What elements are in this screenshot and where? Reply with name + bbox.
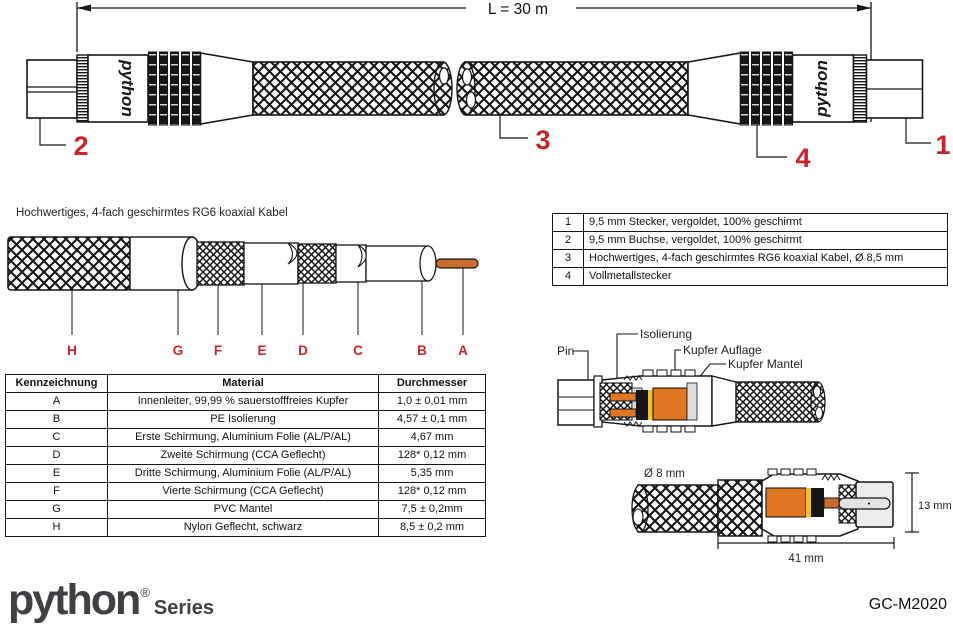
part-number: 4 <box>553 268 584 286</box>
cable-cutaway-diagram <box>0 195 500 365</box>
insulator-block <box>811 488 824 517</box>
layer-label-h: H <box>67 343 77 358</box>
braid-hatch-bottom <box>839 509 856 523</box>
copper-contact-top <box>610 393 636 401</box>
table-row <box>6 483 486 501</box>
connector-body <box>88 55 148 122</box>
spec-material: PE Isolierung <box>108 411 379 429</box>
part-number: 1 <box>553 214 584 232</box>
callout-1: 1 <box>935 130 951 160</box>
part-description: Vollmetallstecker <box>584 268 948 286</box>
layer-label-e: E <box>257 343 267 358</box>
knurled-ring <box>854 55 867 122</box>
column-header: Durchmesser <box>379 375 486 393</box>
column-header: Kennzeichnung <box>6 375 108 393</box>
spec-material: Innenleiter, 99,99 % sauerstofffreies Kupfer <box>108 393 379 411</box>
table-row <box>6 501 486 519</box>
spec-code: E <box>6 465 108 483</box>
braid-hatch-top <box>839 485 856 499</box>
table-row <box>6 429 486 447</box>
table-row <box>553 250 948 268</box>
callout-3: 3 <box>535 125 551 155</box>
braided-cable <box>253 62 688 115</box>
registered-mark: ® <box>140 585 150 600</box>
gold-ring <box>806 488 811 517</box>
layer-label-f: F <box>213 343 223 358</box>
table-row <box>6 447 486 465</box>
spec-code: F <box>6 483 108 501</box>
spec-diameter: 4,67 mm <box>379 429 486 447</box>
callout-2-leader <box>40 118 66 145</box>
connector-drawing <box>558 370 825 432</box>
part-description: 9,5 mm Buchse, vergoldet, 100% geschirmt <box>584 232 948 250</box>
break-oval <box>814 386 821 398</box>
spec-diameter: 5,35 mm <box>379 465 486 483</box>
length-dimension <box>718 537 894 549</box>
layer-e-foil <box>244 243 298 284</box>
model-number: GC-M2020 <box>868 596 947 613</box>
cable-braid-tail <box>725 382 818 422</box>
table-row <box>553 232 948 250</box>
height-dimension <box>905 473 919 532</box>
spec-code: D <box>6 447 108 465</box>
copper-layer-label: Kupfer Auflage <box>683 343 762 357</box>
part-description: 9,5 mm Stecker, vergoldet, 100% geschirmt <box>584 214 948 232</box>
table-row <box>6 393 486 411</box>
brand-text-right: python <box>812 60 831 117</box>
cutaway-layers <box>8 237 478 290</box>
strain-relief-cone <box>688 53 741 124</box>
spec-material: Nylon Geflecht, schwarz <box>108 519 379 537</box>
spacer <box>687 383 697 420</box>
spec-diameter: 8,5 ± 0,2 mm <box>379 519 486 537</box>
pin-label: Pin <box>557 344 575 358</box>
series-label: Series <box>153 597 214 619</box>
spec-diameter: 128* 0,12 mm <box>379 483 486 501</box>
insulation-label: Isolierung <box>640 327 693 341</box>
table-row <box>553 214 948 232</box>
cutaway-title: Hochwertiges, 4-fach geschirmtes RG6 koaxial Kabel <box>16 207 288 219</box>
table-row <box>6 465 486 483</box>
spec-diameter: 7,5 ± 0,2mm <box>379 501 486 519</box>
left-connector-socket <box>27 52 253 125</box>
body-bottom-ribs <box>768 536 816 542</box>
layer-label-c: C <box>353 343 363 358</box>
spec-code: C <box>6 429 108 447</box>
socket-barrel <box>558 380 594 425</box>
layer-label-b: B <box>417 343 427 358</box>
spec-code: G <box>6 501 108 519</box>
layer-f-braid-shield <box>197 242 244 285</box>
layer-d-braid-shield <box>298 244 336 283</box>
spec-diameter: 4,57 ± 0,1 mm <box>379 411 486 429</box>
layer-label-d: D <box>298 343 308 358</box>
break-oval <box>463 69 472 85</box>
layer-h-nylon-braid <box>8 237 130 290</box>
copper-layer-block <box>766 488 806 517</box>
arrowhead-left <box>77 5 91 12</box>
spec-material: Dritte Schirmung, Aluminium Folie (AL/P/AL) <box>108 465 379 483</box>
brand-logo <box>8 576 214 624</box>
length-label: L = 30 m <box>487 1 549 18</box>
cable-clamp-nut <box>712 376 736 426</box>
copper-jacket-label: Kupfer Mantel <box>728 357 803 371</box>
brand-text-left: python <box>118 60 137 117</box>
part-number: 2 <box>553 232 584 250</box>
braid-clamp-section <box>718 480 762 536</box>
copper-layer-block <box>653 388 687 420</box>
knurled-ring <box>77 55 88 122</box>
spec-material: Vierte Schirmung (CCA Geflecht) <box>108 483 379 501</box>
spec-material: Erste Schirmung, Aluminium Folie (AL/P/AL) <box>108 429 379 447</box>
insulator-block <box>636 390 648 420</box>
grip-rings <box>149 52 201 125</box>
spec-diameter: 1,0 ± 0,01 mm <box>379 393 486 411</box>
pin-dot <box>868 503 870 505</box>
connector-cross-section-diagram <box>540 318 853 460</box>
layer-a-copper-conductor <box>436 259 478 268</box>
break-oval <box>633 509 643 525</box>
center-pin <box>839 498 890 509</box>
part-number: 3 <box>553 250 584 268</box>
shell-top-ribs <box>643 370 695 376</box>
length-dimension-label: 41 mm <box>788 553 824 565</box>
cable-left-half <box>253 62 443 115</box>
cable-diameter-label: Ø 8 mm <box>644 468 685 480</box>
spec-code: B <box>6 411 108 429</box>
table-row <box>553 268 948 286</box>
strain-relief-cone <box>201 53 254 124</box>
right-connector-plug <box>688 52 923 125</box>
height-dimension-label: 13 mm <box>918 500 952 512</box>
callout-2: 2 <box>73 131 89 161</box>
callout-1-leader <box>906 118 931 143</box>
table-row <box>6 411 486 429</box>
callout-4-leader <box>757 125 787 157</box>
table-row <box>6 519 486 537</box>
shell-bottom-ribs <box>643 426 695 432</box>
spec-code: H <box>6 519 108 537</box>
gold-ring <box>648 390 653 420</box>
parts-list-table <box>552 213 948 286</box>
cable-right-half <box>466 62 688 115</box>
copper-contact-bottom <box>610 409 636 417</box>
table-header-row <box>6 375 486 393</box>
spec-material: Zweite Schirmung (CCA Geflecht) <box>108 447 379 465</box>
break-oval <box>816 407 823 419</box>
layer-b-cut-face <box>420 246 436 281</box>
brand-logo-text: python <box>8 576 140 624</box>
spec-code: A <box>6 393 108 411</box>
cable-assembly-diagram <box>0 0 953 175</box>
break-oval <box>440 68 449 84</box>
column-header: Material <box>108 375 379 393</box>
arrowhead-right <box>857 5 871 12</box>
spec-diameter: 128* 0,12 mm <box>379 447 486 465</box>
connector-dimension-diagram <box>600 455 953 570</box>
callout-4: 4 <box>795 143 811 173</box>
part-description: Hochwertiges, 4-fach geschirmtes RG6 koaxial Kabel, Ø 8,5 mm <box>584 250 948 268</box>
socket-tip <box>27 60 77 118</box>
grip-rings <box>741 52 793 125</box>
callout-3-leader <box>500 115 528 138</box>
break-oval <box>467 92 476 108</box>
copper-pin-base <box>824 498 839 508</box>
spec-material: PVC Mantel <box>108 501 379 519</box>
spec-table <box>5 374 486 537</box>
layer-label-a: A <box>458 343 468 358</box>
layer-label-g: G <box>172 343 184 358</box>
layer-b-pe-insulation <box>366 246 428 281</box>
cable-braid <box>638 485 718 532</box>
